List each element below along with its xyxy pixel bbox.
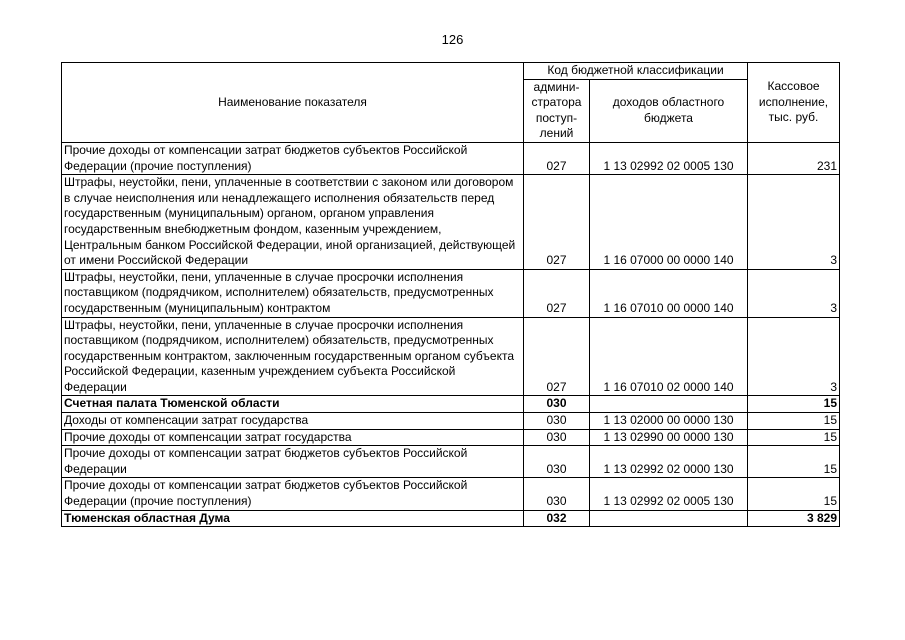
table-row — [62, 175, 840, 270]
page-number: 126 — [441, 32, 464, 47]
header-sum: Кассовое исполнение, тыс. руб. — [748, 63, 840, 143]
row-income-code-cell — [590, 396, 748, 413]
row-income-code-cell — [590, 510, 748, 527]
row-admin-code-cell: 027 — [524, 175, 590, 270]
row-admin-code-cell: 030 — [524, 429, 590, 446]
row-sum-cell: 15 — [748, 413, 840, 430]
row-admin-code-cell: 027 — [524, 269, 590, 317]
row-name-cell: Счетная палата Тюменской области — [62, 396, 524, 413]
row-name-cell: Доходы от компенсации затрат государства — [62, 413, 524, 430]
row-name-cell: Штрафы, неустойки, пени, уплаченные в случае просрочки исполнения поставщиком (подрядчиком, исполнителем) обязательств, предусмотренных государственным контрактом, заключенным государственным органом субъекта Российской Федерации, казенным учреждением субъекта Российской Федерации — [62, 317, 524, 396]
table-row — [62, 478, 840, 510]
table-row — [62, 429, 840, 446]
row-admin-code-cell: 027 — [524, 142, 590, 174]
row-income-code-cell: 1 16 07010 00 0000 140 — [590, 269, 748, 317]
row-admin-code-cell: 030 — [524, 478, 590, 510]
row-name-cell: Прочие доходы от компенсации затрат бюджетов субъектов Российской Федерации (прочие поступления) — [62, 478, 524, 510]
row-admin-code-cell: 030 — [524, 396, 590, 413]
row-income-code-cell: 1 13 02992 02 0000 130 — [590, 446, 748, 478]
row-admin-code-cell: 032 — [524, 510, 590, 527]
table-body — [62, 142, 840, 526]
row-sum-cell: 3 — [748, 317, 840, 396]
row-name-cell: Прочие доходы от компенсации затрат бюджетов субъектов Российской Федерации — [62, 446, 524, 478]
row-income-code-cell: 1 13 02990 00 0000 130 — [590, 429, 748, 446]
row-name-cell: Штрафы, неустойки, пени, уплаченные в соответствии с законом или договором в случае неисполнения или ненадлежащего исполнения обязательств перед государственным (муниципальным) органом, органом управления государственным внебюджетным фондом, казенным учреждением, Центральным банком Российской Федерации, иной организацией, действующей от имени Российской Федерации — [62, 175, 524, 270]
header-row-1 — [62, 63, 840, 80]
row-sum-cell: 231 — [748, 142, 840, 174]
row-admin-code-cell: 027 — [524, 317, 590, 396]
table-row — [62, 510, 840, 527]
row-sum-cell: 3 — [748, 269, 840, 317]
row-sum-cell: 15 — [748, 446, 840, 478]
table-row — [62, 317, 840, 396]
row-income-code-cell: 1 16 07010 02 0000 140 — [590, 317, 748, 396]
row-income-code-cell: 1 13 02992 02 0005 130 — [590, 478, 748, 510]
row-income-code-cell: 1 13 02000 00 0000 130 — [590, 413, 748, 430]
row-sum-cell: 15 — [748, 429, 840, 446]
row-admin-code-cell: 030 — [524, 413, 590, 430]
table-row — [62, 396, 840, 413]
row-income-code-cell: 1 13 02992 02 0005 130 — [590, 142, 748, 174]
header-income: доходов областного бюджета — [590, 79, 748, 142]
row-name-cell: Тюменская областная Дума — [62, 510, 524, 527]
row-income-code-cell: 1 16 07000 00 0000 140 — [590, 175, 748, 270]
row-sum-cell: 15 — [748, 478, 840, 510]
header-name: Наименование показателя — [62, 63, 524, 143]
table-header — [62, 63, 840, 143]
row-name-cell: Штрафы, неустойки, пени, уплаченные в случае просрочки исполнения поставщиком (подрядчиком, исполнителем) обязательств, предусмотренных государственным (муниципальным) контрактом — [62, 269, 524, 317]
row-admin-code-cell: 030 — [524, 446, 590, 478]
row-sum-cell: 3 — [748, 175, 840, 270]
row-name-cell: Прочие доходы от компенсации затрат бюджетов субъектов Российской Федерации (прочие поступления) — [62, 142, 524, 174]
row-sum-cell: 15 — [748, 396, 840, 413]
header-admin: админи-стратора поступ-лений — [524, 79, 590, 142]
budget-table — [61, 62, 840, 527]
row-name-cell: Прочие доходы от компенсации затрат государства — [62, 429, 524, 446]
table-row — [62, 413, 840, 430]
header-code-group: Код бюджетной классификации — [524, 63, 748, 80]
row-sum-cell: 3 829 — [748, 510, 840, 527]
table-row — [62, 142, 840, 174]
table-row — [62, 269, 840, 317]
table-row — [62, 446, 840, 478]
